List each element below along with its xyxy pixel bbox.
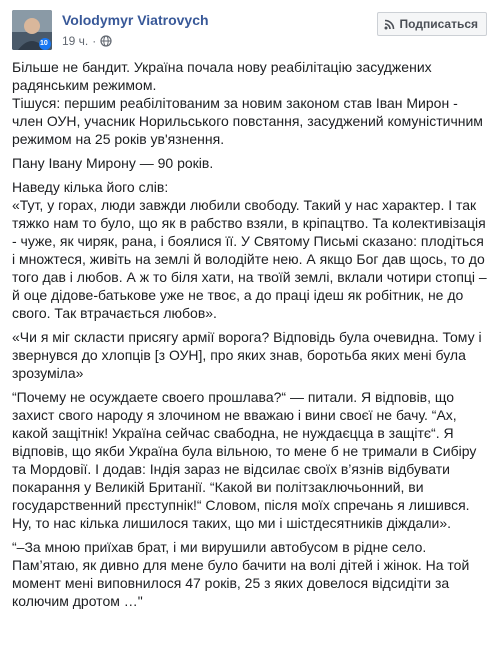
subscribe-button[interactable] — [377, 12, 487, 36]
post-line: - чуже, як чиряк, рана, і боялися її. У Святому Письмі сказано: плодіться — [12, 233, 484, 249]
post-line: і множтеся, живіть на землі й володійте нею. А якщо Бог дав щось, то до — [12, 251, 485, 267]
avatar[interactable] — [12, 10, 52, 50]
post-line: зрозуміла» — [12, 365, 84, 381]
paragraph-intro — [12, 58, 487, 148]
post-time[interactable]: 19 ч. — [62, 34, 89, 48]
post-line: того дав і любов. А ж то біля хати, на твоїй землі, вклали чотири стопці – — [12, 269, 487, 285]
post-line: радянським режимом. — [12, 77, 157, 93]
meta-separator: · — [92, 34, 97, 48]
author-name[interactable]: Volodymyr Viatrovych — [62, 12, 209, 28]
globe-icon — [100, 35, 112, 47]
post-line: Тішуся: першим реабілітованим за новим законом став Іван Мирон - — [12, 95, 458, 111]
paragraph-age — [12, 154, 487, 172]
post-line: колючим дротом …" — [12, 593, 143, 609]
post-line: й оце дідове-батькове уже не твоє, а до праці ідеш як робітник, не до — [12, 287, 464, 303]
post-line: член ОУН, учасник Норильського повстання, засуджений комуністичним — [12, 113, 483, 129]
post-line: та Мордовії. І додав: Індія зараз не відсилає своїх в’язнів відбувати — [12, 461, 450, 477]
post-header — [12, 10, 487, 54]
rss-icon — [384, 19, 395, 30]
paragraph-quote-2 — [12, 328, 487, 382]
post-line: звернувся до хлопців [з ОУН], про яких знав, боротьба яких мені була — [12, 347, 466, 363]
post-line: государственний прєступнік!“ Словом, після моїх спречань я лишився. — [12, 497, 470, 513]
post-line: «Чи я міг скласти присягу армії ворога? Відповідь була очевидна. Тому і — [12, 329, 482, 345]
post-line: момент мені виповнилося 47 років, 25 з яких довелося відсидіти за — [12, 575, 450, 591]
post-line: режимом на 25 років ув'язнення. — [12, 131, 225, 147]
post-line: покарання у Великій Британії. “Какой ви політзаключьонний, ви — [12, 479, 424, 495]
post-line: тяжко нам то було, що як в рабство взяли, в кріпацтво. Та колективізація — [12, 215, 486, 231]
post-line: “Почему не осуждаете своего прошлава?“ — питали. Я відповів, що — [12, 389, 455, 405]
post-line: “–За мною приїхав брат, і ми вирушили автобусом в рідне село. — [12, 539, 427, 555]
post-line: Ну, то нас кілька лишилося таких, що ми і шістдесятників діждали». — [12, 515, 452, 531]
post-body — [12, 58, 487, 616]
post-line: відповів, що якби Україна була вільною, то мене б не тримали в Сибіру — [12, 443, 477, 459]
post-line: свого. Так втрачається любов». — [12, 305, 217, 321]
post-line: какой защітнік! Україна сейчас свабодна, не нуждаєцца в защітє“. Я — [12, 425, 454, 441]
post-meta — [62, 34, 112, 48]
post-line: Більше не бандит. Україна почала нову реабілітацію засуджених — [12, 59, 432, 75]
post-line: Пам’ятаю, як дивно для мене було бачити на волі дітей і жінок. На той — [12, 557, 470, 573]
avatar-badge: 10 — [40, 40, 48, 47]
paragraph-quote-4 — [12, 538, 487, 610]
subscribe-label: Подписаться — [399, 17, 478, 31]
paragraph-quote-3 — [12, 388, 487, 532]
post-line: Пану Івану Мирону — 90 років. — [12, 155, 214, 171]
post-line: «Тут, у горах, люди завжди любили свободу. Такий у нас характер. І так — [12, 197, 477, 213]
post-line: Наведу кілька його слів: — [12, 179, 169, 195]
post-line: захист свого народу я злочином не вважаю і вини своєї не бачу. “Ах, — [12, 407, 457, 423]
paragraph-quote-1 — [12, 178, 487, 322]
